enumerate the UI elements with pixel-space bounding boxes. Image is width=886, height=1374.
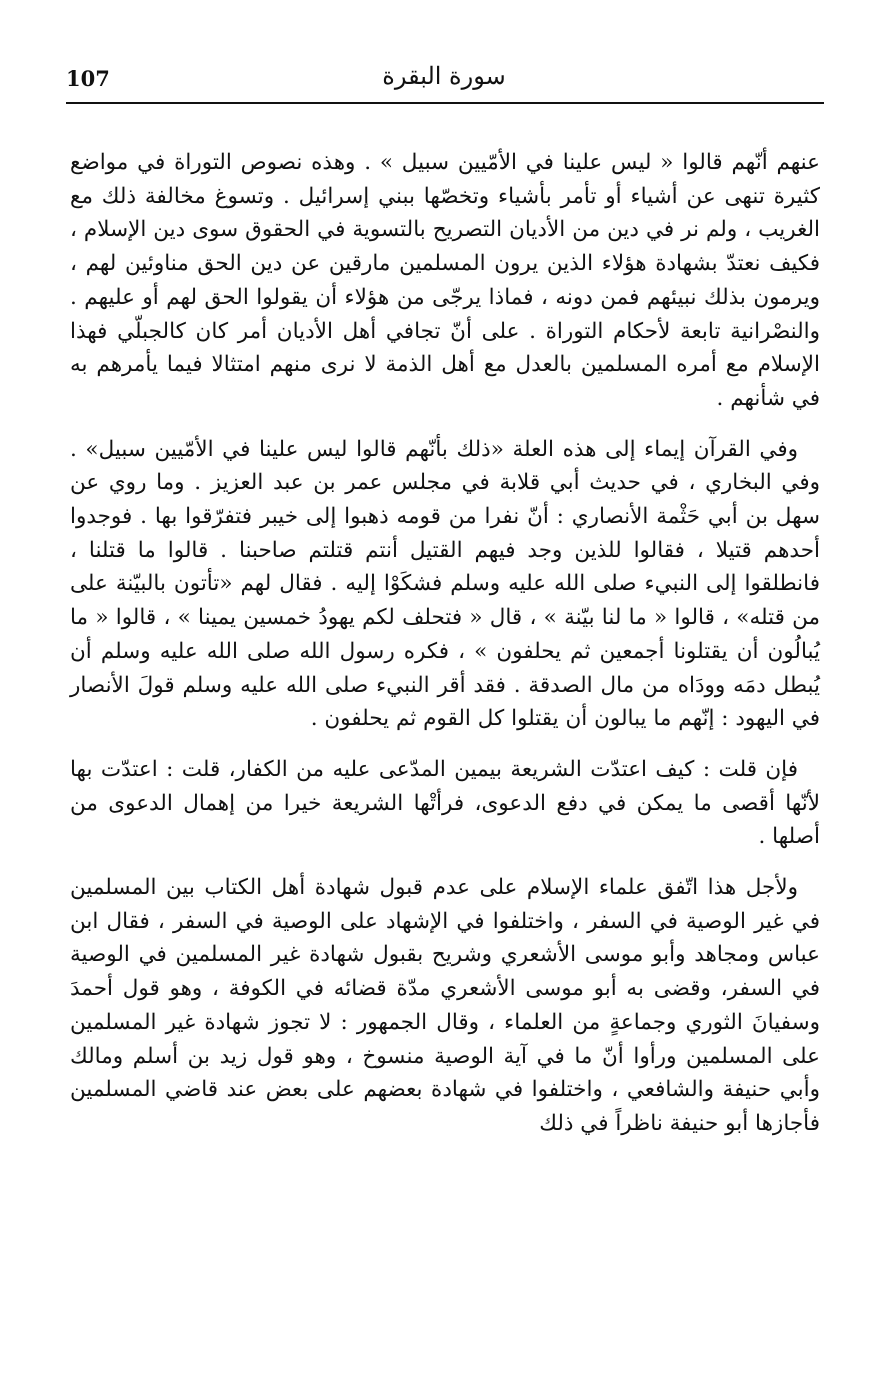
header-rule [66, 102, 824, 104]
page-header [66, 62, 822, 98]
running-title: سورة البقرة [382, 62, 506, 90]
paragraph: وفي القرآن إيماء إلى هذه العلة «ذلك بأنّهم قالوا ليس علينا في الأمّيين سبيل» . وفي البخاري ، في حديث أبي قلابة في مجلس عمر بن عبد العزيز . وما روي عن سهل بن أبي حَثْمة الأنصاري : أنّ نفرا من قومه ذهبوا إلى خيبر فتفرّقوا بها . فوجدوا أحدهم قتيلا ، فقالوا للذين وجد فيهم القتيل أنتم قتلتم صاحبنا . قالوا ما قتلنا ، فانطلقوا إلى النبيء صلى الله عليه وسلم فشكَوْا إليه . فقال لهم «تأتون بالبيّنة على من قتله» ، قالوا « ما لنا بيّنة » ، قال « فتحلف لكم يهودُ خمسين يمينا » ، قالوا « ما يُبالُون أن يقتلونا أجمعين ثم يحلفون » ، فكره رسول الله صلى الله عليه وسلم أن يُبطل دمَه وودَاه من مال الصدقة . فقد أقر النبيء صلى الله عليه وسلم قولَ الأنصار في اليهود : إنّهم ما يبالون أن يقتلوا كل القوم ثم يحلفون . [70, 436, 820, 732]
page-body [70, 146, 820, 1141]
paragraph: فإن قلت : كيف اعتدّت الشريعة بيمين المدّعى عليه من الكفار، قلت : اعتدّت بها لأنّها أقصى ما يمكن في دفع الدعوى، فرأتْها الشريعة خيرا من إهمال الدعوى من أصلها . [70, 756, 820, 850]
paragraph: عنهم أنّهم قالوا « ليس علينا في الأمّيين سبيل » . وهذه نصوص التوراة في مواضع كثيرة تنهى عن أشياء أو تأمر بأشياء وتخصّها ببني إسرائيل . وتسوغ مخالفة ذلك مع الغريب ، ولم نر في دين من الأديان التصريح بالتسوية في الحقوق سوى دين الإسلام ، فكيف نعتدّ بشهادة هؤلاء الذين يرون المسلمين مارقين عن دين الحق مناوئين لهم ، ويرمون بذلك نبيئهم فمن دونه ، فماذا يرجّى من هؤلاء أن يقولوا الحق لهم أو عليهم . والنصْرانية تابعة لأحكام التوراة . على أنّ تجافي أهل الأديان أمر كان كالجبلّي فهذا الإسلام مع أمره المسلمين بالعدل مع أهل الذمة لا نرى منهم امتثالا فيما يأمرهم به في شأنهم . [70, 150, 820, 411]
page-number: 107 [66, 66, 110, 91]
paragraph: ولأجل هذا اتّفق علماء الإسلام على عدم قبول شهادة أهل الكتاب بين المسلمين في غير الوصية في السفر ، واختلفوا في الإشهاد على الوصية في السفر ، فقال ابن عباس ومجاهد وأبو موسى الأشعري وشريح بقبول شهادة غير المسلمين في الوصية في السفر، وقضى به أبو موسى الأشعري مدّة قضائه في الكوفة ، وهو قول أحمدَ وسفيانَ الثوري وجماعةٍ من العلماء ، وقال الجمهور : لا تجوز شهادة غير المسلمين على المسلمين ورأوا أنّ ما في آية الوصية منسوخ ، وهو قول زيد بن أسلم ومالك وأبي حنيفة والشافعي ، واختلفوا في شهادة بعضهم على بعض عند قاضي المسلمين فأجازها أبو حنيفة ناظراً في ذلك [70, 875, 820, 1136]
